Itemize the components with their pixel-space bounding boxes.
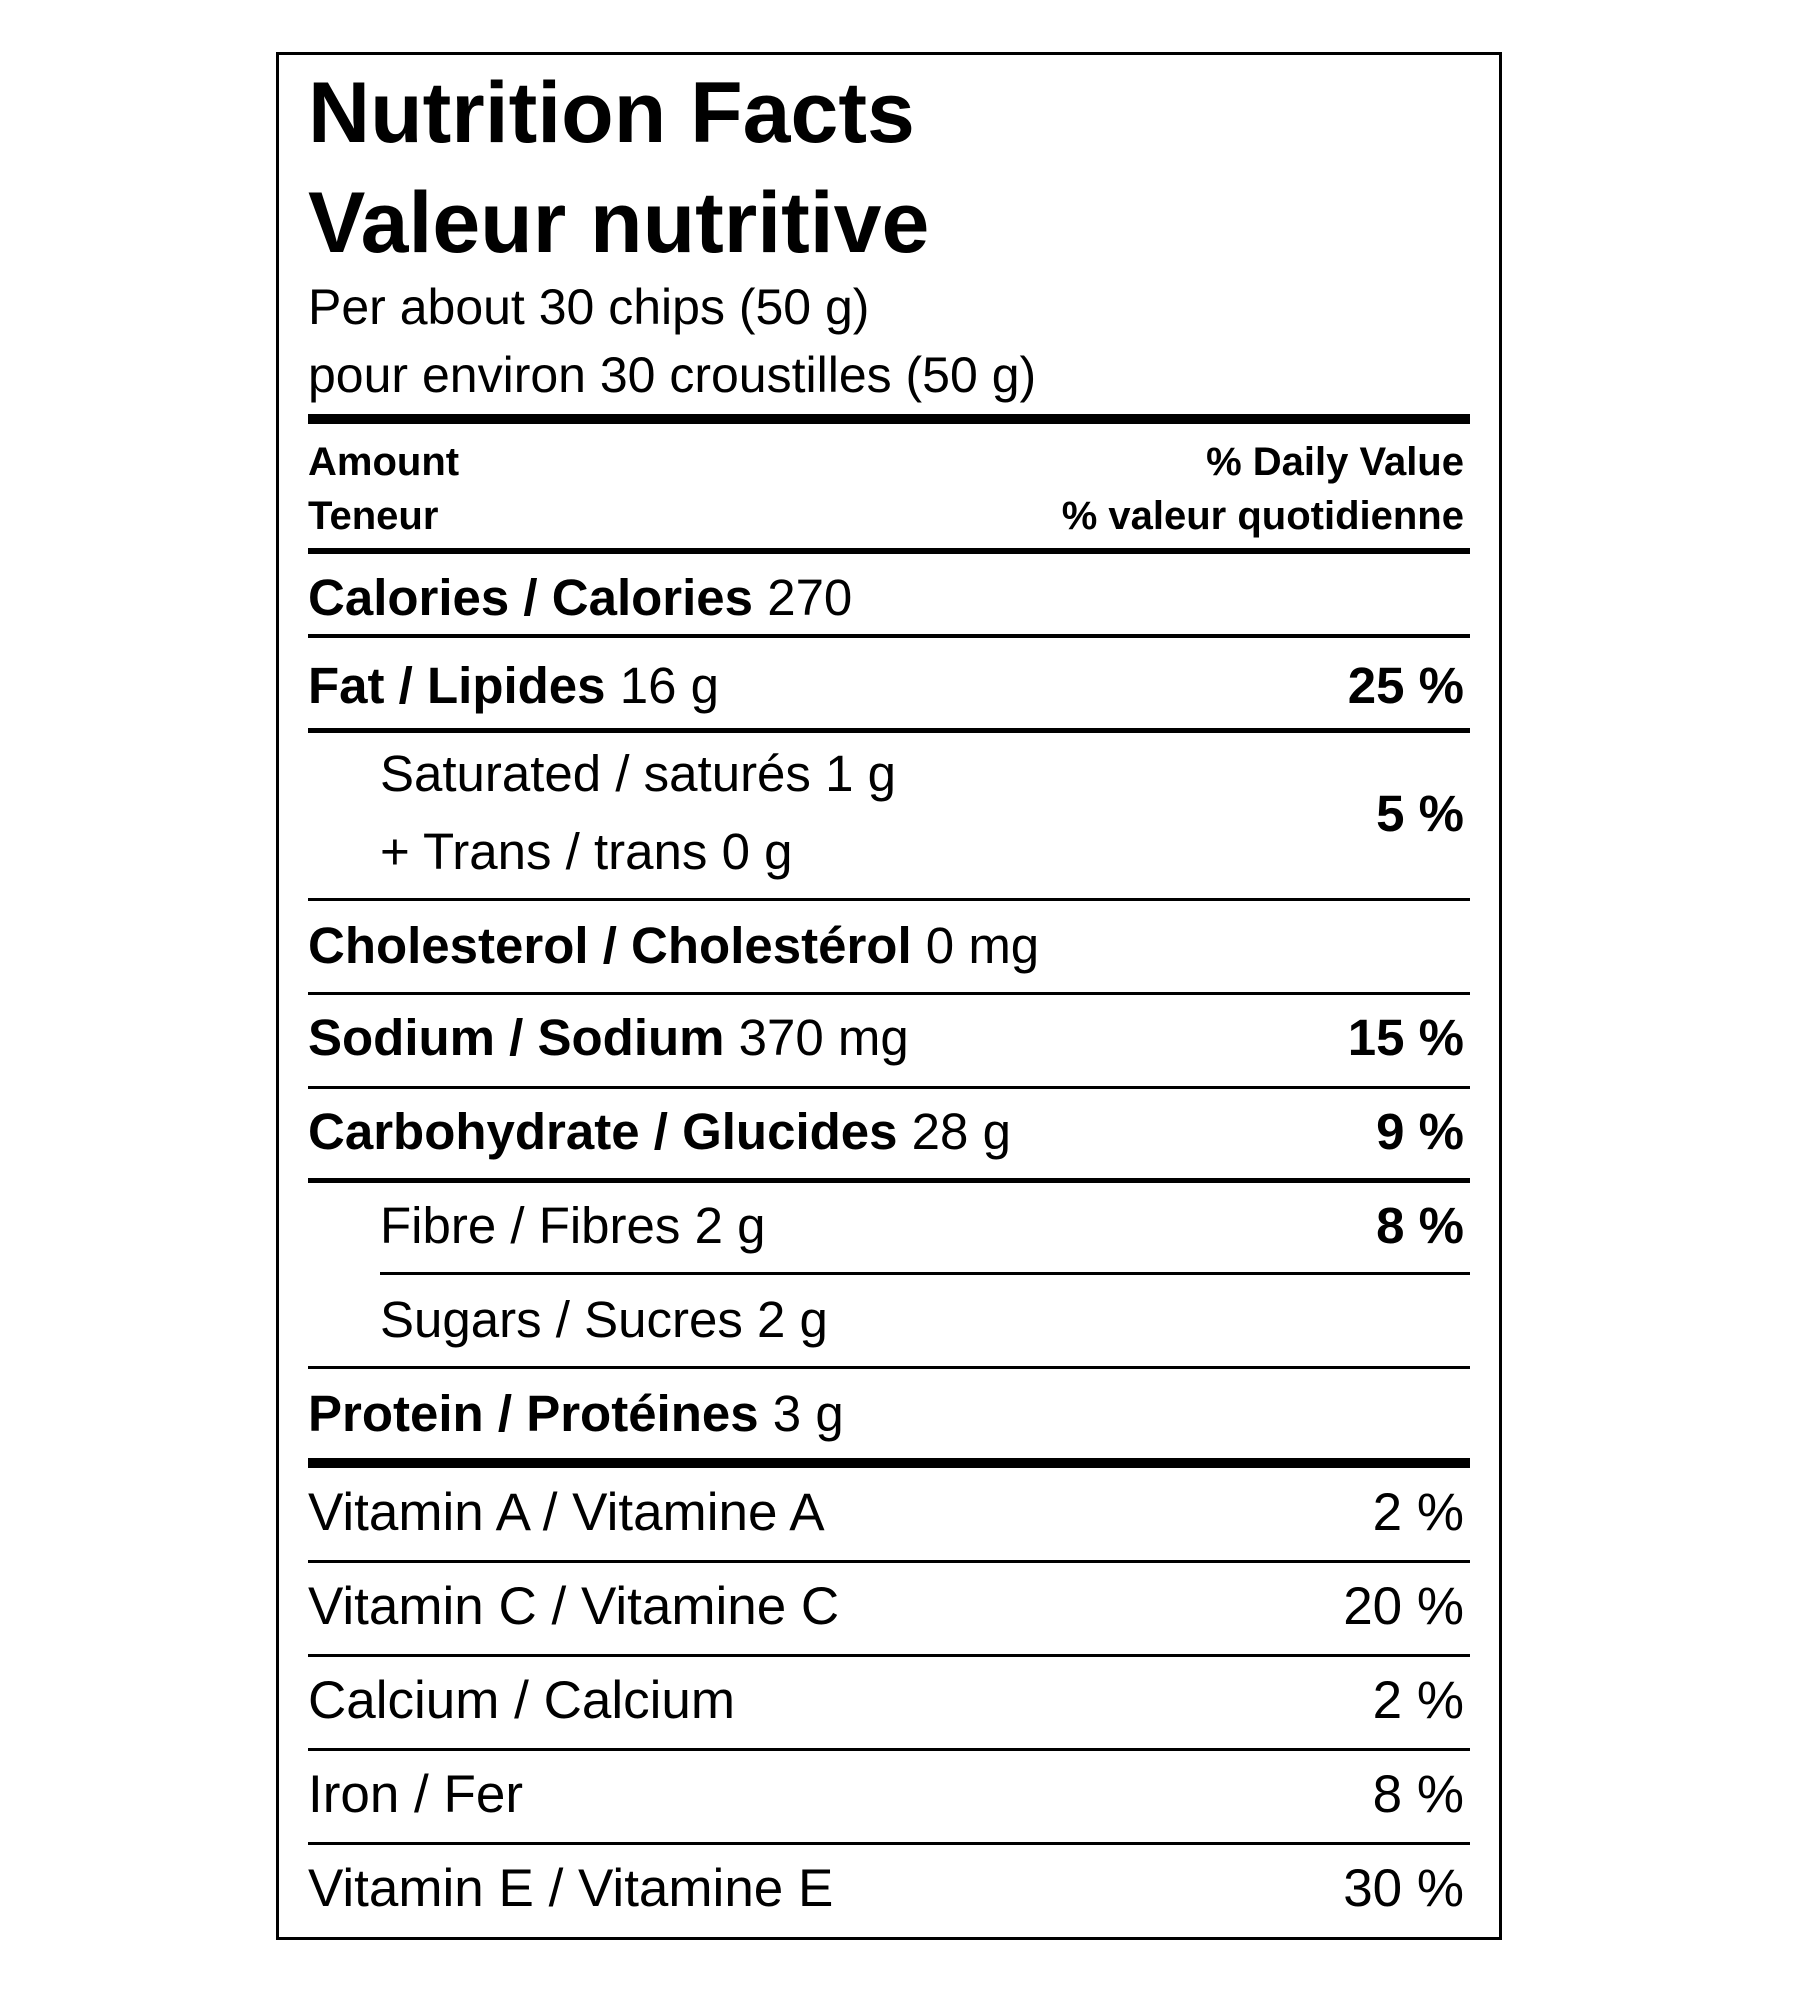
protein-row [308,1385,844,1442]
calories-row [308,569,853,626]
title-english: Nutrition Facts [308,65,915,161]
protein-amount: 3 g [772,1385,844,1442]
calcium-dv: 2 % [1372,1671,1464,1730]
sugars-label: Sugars / Sucres [380,1291,743,1348]
trans-amount: 0 g [721,823,793,880]
carbohydrate-label: Carbohydrate / Glucides [308,1103,898,1160]
header-rule [308,548,1470,554]
vitamin-a-label: Vitamin A / Vitamine A [308,1483,825,1542]
calcium-label: Calcium / Calcium [308,1671,736,1730]
rule-cholesterol [308,992,1470,995]
carbohydrate-row [308,1103,1011,1160]
calories-label: Calories / Calories [308,569,754,626]
sugars-amount: 2 g [757,1291,828,1348]
carbohydrate-amount: 28 g [911,1103,1011,1160]
rule-saturated-trans [308,898,1470,901]
amount-header-french: Teneur [308,494,439,538]
trans-label: + Trans / trans [380,823,708,880]
vitamin-e-dv: 30 % [1343,1859,1464,1918]
rule-calcium [308,1748,1470,1751]
iron-label: Iron / Fer [308,1765,524,1824]
rule-calories [308,634,1470,638]
saturated-amount: 1 g [825,745,896,802]
serving-size-french: pour environ 30 croustilles (50 g) [308,347,1037,403]
amount-header-english: Amount [308,440,460,484]
fibre-dv: 8 % [1376,1197,1464,1254]
cholesterol-label: Cholesterol / Cholestérol [308,917,912,974]
sodium-dv: 15 % [1347,1009,1464,1066]
rule-sodium [308,1086,1470,1089]
rule-sugars [308,1366,1470,1369]
rule-vitamin-c [308,1654,1470,1657]
rule-vitamin-a [308,1560,1470,1563]
saturated-label: Saturated / saturés [380,745,811,802]
rule-iron [308,1842,1470,1845]
fat-amount: 16 g [619,657,719,714]
saturated-trans-dv: 5 % [1376,785,1464,842]
fat-dv: 25 % [1347,657,1464,714]
title-french: Valeur nutritive [308,175,930,271]
rule-fibre [380,1272,1470,1275]
rule-carbohydrate [308,1178,1470,1183]
serving-size-english: Per about 30 chips (50 g) [308,279,870,335]
calories-amount: 270 [767,569,853,626]
trans-row [380,823,793,880]
daily-value-header-french: % valeur quotidienne [1061,494,1464,538]
fat-row [308,657,719,714]
vitamin-c-label: Vitamin C / Vitamine C [308,1577,840,1636]
sugars-row [380,1291,828,1348]
cholesterol-row [308,917,1040,974]
vitamin-a-dv: 2 % [1372,1483,1464,1542]
carbohydrate-dv: 9 % [1376,1103,1464,1160]
protein-label: Protein / Protéines [308,1385,759,1442]
sodium-row [308,1009,909,1066]
fibre-row [380,1197,766,1254]
thick-rule-vitamins [308,1458,1470,1468]
fat-label: Fat / Lipides [308,657,606,714]
sodium-amount: 370 mg [738,1009,909,1066]
vitamin-e-label: Vitamin E / Vitamine E [308,1859,834,1918]
thick-rule-top [308,414,1470,424]
sodium-label: Sodium / Sodium [308,1009,725,1066]
rule-fat [308,728,1470,733]
iron-dv: 8 % [1372,1765,1464,1824]
cholesterol-amount: 0 mg [925,917,1040,974]
saturated-row [380,745,896,802]
fibre-label: Fibre / Fibres [380,1197,681,1254]
fibre-amount: 2 g [694,1197,766,1254]
daily-value-header-english: % Daily Value [1206,440,1464,484]
vitamin-c-dv: 20 % [1343,1577,1464,1636]
